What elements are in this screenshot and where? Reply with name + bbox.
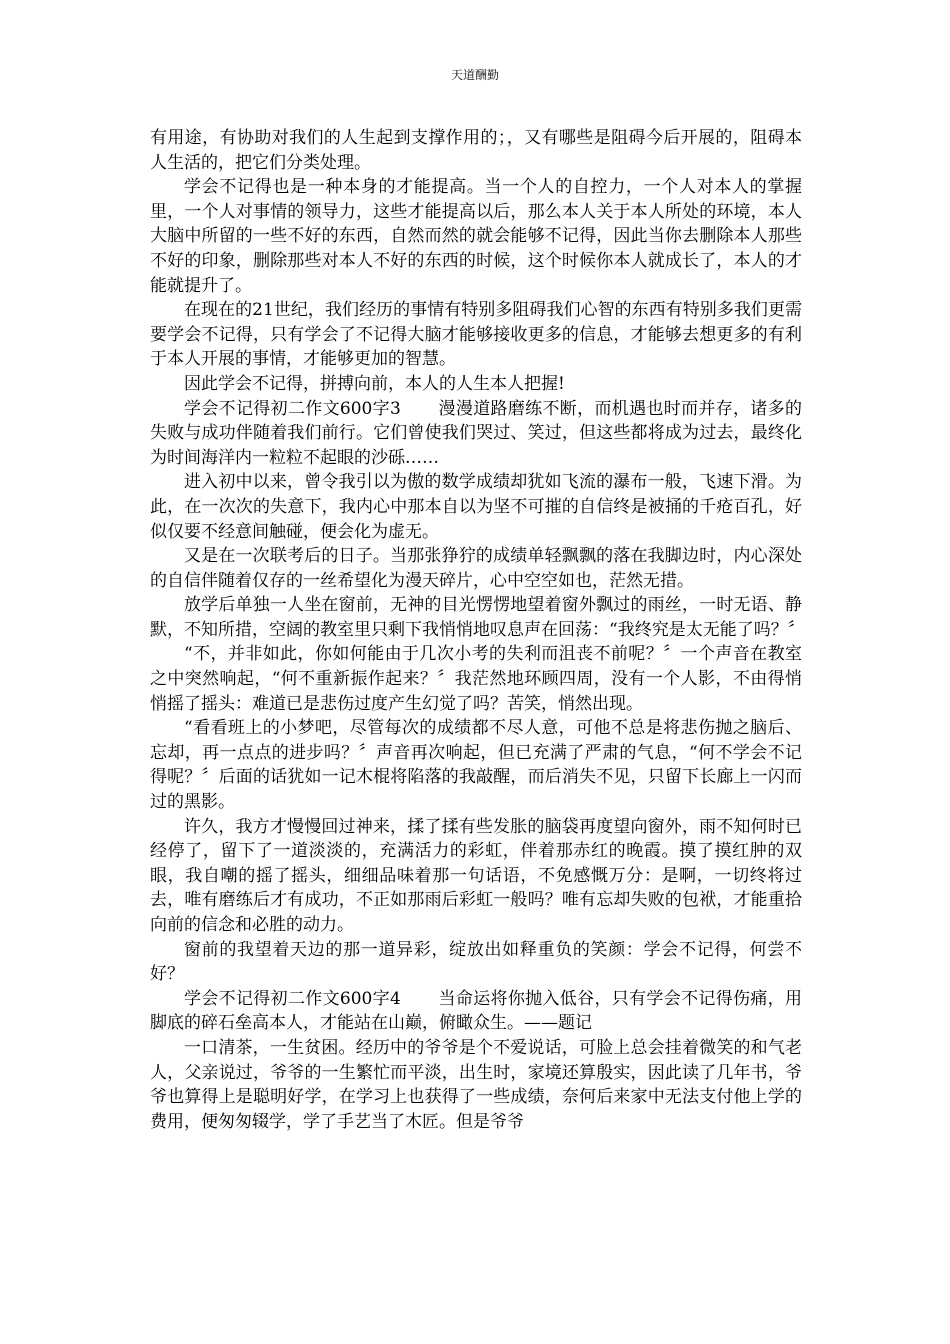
paragraph: 窗前的我望着天边的那一道异彩，绽放出如释重负的笑颜：学会不记得，何尝不好？ [150, 939, 802, 985]
essay-4-heading-paragraph [150, 987, 802, 1036]
paragraph: 又是在一次联考后的日子。当那张狰狞的成绩单轻飘飘的落在我脚边时，内心深处的自信伴随着仅存的一丝希望化为漫天碎片，心中空空如也，茫然无措。 [150, 546, 802, 591]
paragraph: 进入初中以来，曾令我引以为傲的数学成绩却犹如飞流的瀑布一般，飞速下滑。为此，在一次次的失意下，我内心中那本自以为坚不可摧的自信终是被捅的千疮百孔，好似仅要不经意间触碰，便会化为虚无。 [150, 472, 802, 542]
paragraph: “看看班上的小梦吧，尽管每次的成绩都不尽人意，可他不总是将悲伤抛之脑后、忘却，再一点点的进步吗？〞声音再次响起，但已充满了严肃的气息，“何不学会不记得呢？〞后面的话犹如一记木棍将陷落的我敲醒，而后消失不见，只留下长廊上一闪而过的黑影。 [150, 718, 802, 813]
essay-3-title: 学会不记得初二作文600字3 [184, 398, 401, 419]
paragraph: 放学后单独一人坐在窗前，无神的目光愣愣地望着窗外飘过的雨丝，一时无语、静默，不知所措，空阔的教室里只剩下我悄悄地叹息声在回荡：“我终究是太无能了吗？〞 [150, 595, 805, 640]
paragraph: 一口清茶，一生贫困。经历中的爷爷是个不爱说话，可脸上总会挂着微笑的和气老人，父亲说过，爷爷的一生繁忙而平淡，出生时，家境还算殷实，因此读了几年书，爷爷也算得上是聪明好学，在学习上也获得了一些成绩，奈何后来家中无法支付他上学的费用，便匆匆辍学，学了手艺当了木匠。但是爷爷 [150, 1037, 802, 1132]
essay-3-heading-paragraph [150, 397, 802, 471]
essay-3-intro: 漫漫道路磨练不断，而机遇也时而并存，诸多的失败与成功伴随着我们前行。它们曾使我们哭过、笑过，但这些都将成为过去，最终化为时间海洋内一粒粒不起眼的沙砾…… [150, 398, 803, 468]
page-header: 天道酬勤 [450, 68, 499, 82]
paragraph: 因此学会不记得，拼搏向前，本人的人生本人把握! [184, 373, 565, 394]
essay-4-intro: 当命运将你抛入低谷，只有学会不记得伤痛，用脚底的碎石垒高本人，才能站在山巅，俯瞰众生。——题记 [150, 988, 803, 1034]
paragraph: “不，并非如此，你如何能由于几次小考的失利而沮丧不前呢？〞一个声音在教室之中突然响起，“何不重新振作起来？〞我茫然地环顾四周，没有一个人影，不由得悄悄摇了摇头：难道已是悲伤过度产生幻觉了吗？苦笑，悄然出现。 [150, 644, 802, 714]
paragraph: 许久，我方才慢慢回过神来，揉了揉有些发胀的脑袋再度望向窗外，雨不知何时已经停了，留下了一道淡淡的，充满活力的彩虹，伴着那赤红的晚霞。摸了摸红肿的双眼，我自嘲的摇了摇头，细细品味着那一句话语，不免感慨万分：是啊，一切终将过去，唯有磨练后才有成功，不正如那雨后彩虹一般吗？唯有忘却失败的包袱，才能重拾向前的信念和必胜的动力。 [150, 816, 802, 935]
paragraph: 有用途，有协助对我们的人生起到支撑作用的；，又有哪些是阻碍今后开展的，阻碍本人生活的，把它们分类处理。 [150, 128, 802, 173]
essay-4-title: 学会不记得初二作文600字4 [184, 988, 401, 1009]
document-body [150, 126, 805, 1134]
paragraph: 学会不记得也是一种本身的才能提高。当一个人的自控力，一个人对本人的掌握里，一个人对事情的领导力，这些才能提高以后，那么本人关于本人所处的环境，本人大脑中所留的一些不好的东西，自然而然的就会能够不记得，因此当你去删除本人那些不好的印象，删除那些对本人不好的东西的时候，这个时候你本人就成长了，本人的才能就提升了。 [150, 177, 802, 296]
paragraph: 在现在的21世纪，我们经历的事情有特别多阻碍我们心智的东西有特别多我们更需要学会不记得，只有学会了不记得大脑才能够接收更多的信息，才能够去想更多的有利于本人开展的事情，才能够更加的智慧。 [150, 300, 802, 370]
